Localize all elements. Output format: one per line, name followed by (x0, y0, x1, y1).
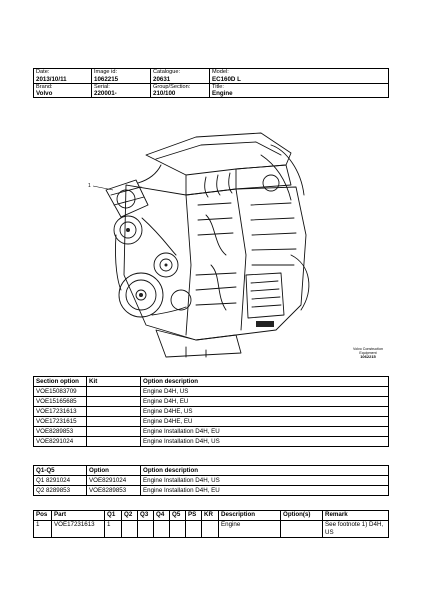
option-code: VOE15165685 (34, 397, 87, 407)
parts-header-kr: KR (202, 511, 219, 521)
catalogue-value: 20631 (153, 75, 171, 83)
parts-header-q4: Q4 (154, 511, 170, 521)
table-row (34, 437, 389, 447)
title-cell (210, 83, 389, 98)
option-code: VOE8289853 (34, 427, 87, 437)
model-cell (210, 69, 389, 84)
option-kit (87, 387, 141, 397)
parts-header-options: Option(s) (281, 511, 323, 521)
group-label: Group/Section: (153, 83, 191, 90)
brand-cell (34, 83, 92, 98)
option-description: Engine D4HE, EU (141, 417, 389, 427)
options-header-kit: Kit (87, 377, 141, 387)
option-description: Engine D4H, EU (141, 397, 389, 407)
parts-header-q2: Q2 (122, 511, 138, 521)
part-q2 (122, 521, 138, 538)
group-value: 210/100 (153, 90, 176, 97)
image-stamp (348, 347, 388, 360)
title-value: Engine (212, 90, 233, 97)
model-value: EC160D L (212, 75, 241, 83)
q-option: VOE8289853 (87, 486, 141, 496)
table-row (34, 486, 389, 496)
parts-header-remark: Remark (323, 511, 389, 521)
q-description: Engine Installation D4H, EU (141, 486, 389, 496)
model-label: Model: (212, 69, 229, 75)
serial-label: Serial: (94, 83, 110, 90)
image-id-cell (92, 69, 151, 84)
group-cell (151, 83, 210, 98)
table-row (34, 521, 389, 538)
q-header-q1-q5: Q1-Q5 (34, 466, 87, 476)
part-description: Engine (219, 521, 281, 538)
part-kr (202, 521, 219, 538)
part-options (281, 521, 323, 538)
option-description: Engine D4H, US (141, 387, 389, 397)
q-header-description: Option description (141, 466, 389, 476)
option-code: VOE17231615 (34, 417, 87, 427)
table-row (34, 427, 389, 437)
catalogue-label: Catalogue: (153, 69, 181, 75)
image-id-label: Image id: (94, 69, 118, 75)
part-q1: 1 (105, 521, 122, 538)
options-header-description: Option description (141, 377, 389, 387)
parts-table (33, 510, 389, 538)
q-header-option: Option (87, 466, 141, 476)
catalogue-cell (151, 69, 210, 84)
stamp-id: 1062215 (360, 354, 376, 360)
table-row (34, 397, 389, 407)
engine-illustration (86, 125, 326, 360)
option-description: Engine D4HE, US (141, 407, 389, 417)
option-description: Engine Installation D4H, EU (141, 427, 389, 437)
option-kit (87, 397, 141, 407)
section-options-table (33, 376, 389, 447)
q-options-table (33, 465, 389, 496)
parts-header-q3: Q3 (138, 511, 154, 521)
image-id-value: 1062215 (94, 75, 119, 83)
title-label: Title: (212, 83, 224, 90)
option-kit (87, 437, 141, 447)
option-code: VOE8291024 (34, 437, 87, 447)
stamp-line-2: Equipment (359, 351, 377, 356)
parts-header-pos: Pos (34, 511, 52, 521)
date-value: 2013/10/11 (36, 75, 67, 83)
brand-value: Volvo (36, 90, 53, 97)
option-code: VOE17231613 (34, 407, 87, 417)
q-description: Engine Installation D4H, US (141, 476, 389, 486)
option-code: VOE15083709 (34, 387, 87, 397)
q-code: Q2 8289853 (34, 486, 87, 496)
date-label: Date: (36, 69, 50, 75)
part-q3 (138, 521, 154, 538)
parts-header-part: Part (52, 511, 105, 521)
parts-header-q5: Q5 (170, 511, 186, 521)
date-cell (34, 69, 92, 84)
stamp-line-1: Volvo Construction (353, 347, 383, 351)
part-number: VOE17231613 (52, 521, 105, 538)
brand-label: Brand: (36, 83, 53, 90)
callout-number: 1 (88, 183, 91, 189)
part-ps (186, 521, 202, 538)
parts-header-ps: PS (186, 511, 202, 521)
option-kit (87, 427, 141, 437)
table-row (34, 407, 389, 417)
parts-header-q1: Q1 (105, 511, 122, 521)
table-row (34, 476, 389, 486)
part-q4 (154, 521, 170, 538)
part-pos: 1 (34, 521, 52, 538)
table-row (34, 417, 389, 427)
table-row (34, 387, 389, 397)
header-table (33, 68, 389, 98)
parts-header-description: Description (219, 511, 281, 521)
options-header-section-option: Section option (34, 377, 87, 387)
option-kit (87, 407, 141, 417)
part-q5 (170, 521, 186, 538)
q-option: VOE8291024 (87, 476, 141, 486)
option-kit (87, 417, 141, 427)
serial-cell (92, 83, 151, 98)
option-description: Engine Installation D4H, US (141, 437, 389, 447)
serial-value: 220001- (94, 90, 117, 97)
q-code: Q1 8291024 (34, 476, 87, 486)
part-remark: See footnote 1) D4H, US (323, 521, 389, 538)
